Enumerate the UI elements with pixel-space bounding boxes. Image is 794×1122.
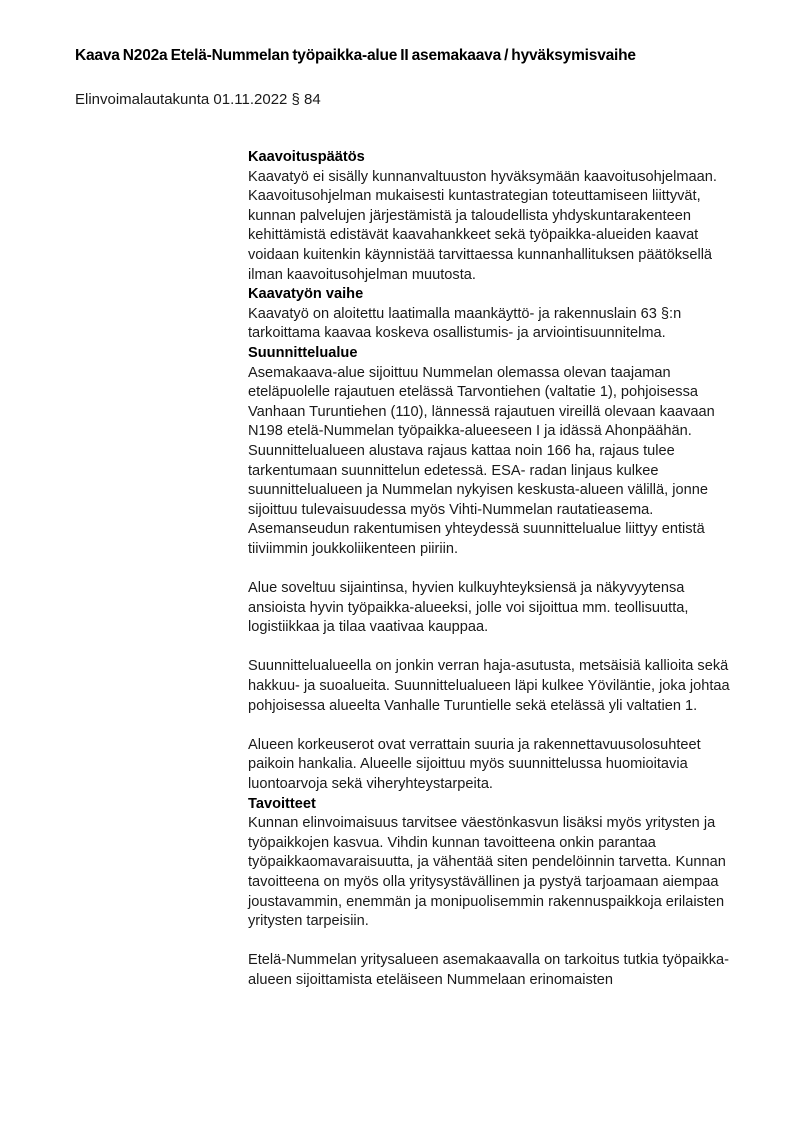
section-tavoitteet — [248, 795, 738, 991]
paragraph: Alueen korkeuserot ovat verrattain suuria ja rakennettavuusolosuhteet paikoin hankalia. Alueelle sijoittuu myös suunnittelussa huomioitavia luontoarvoja sekä viheryhteystarpeita. — [248, 736, 701, 792]
document-body — [248, 148, 738, 991]
section-heading-kaavoituspaatos: Kaavoituspäätös — [248, 149, 365, 165]
paragraph: Kunnan elinvoimaisuus tarvitsee väestönkasvun lisäksi myös yritysten ja työpaikkojen kasvua. Vihdin kunnan tavoitteena onkin parantaa työpaikkaomavaraisuutta, ja vähentää siten pendelöinnin tarvetta. Kunnan tavoitteena on myös olla yritysystävällinen ja pystyä tarjoamaan aiempaa joustavammin, enemmän ja monipuolisemmin rakennuspaikkoja erilaisten yritysten tarpeisiin. — [248, 815, 726, 930]
section-suunnittelualue — [248, 344, 738, 795]
paragraph: Asemakaava-alue sijoittuu Nummelan olemassa olevan taajaman eteläpuolelle rajautuen etelässä Tarvontiehen (valtatie 1), pohjoisessa Vanhaan Turuntiehen (110), lännessä rajautuen vireillä olevaan kaavaan N198 etelä-Nummelan työpaikka-alueeseen I ja idässä Ahonpäähän. Suunnittelualueen alustava rajaus kattaa noin 166 ha, rajaus tulee tarkentumaan suunnittelun edetessä. ESA- radan linjaus kulkee suunnittelualueen ja Nummelan nykyisen keskusta-alueen välillä, jonne sijoittuu tulevaisuudessa myös Vihti-Nummelan rautatieasema. Asemanseudun rakentumisen yhteydessä suunnittelualue liittyy entistä tiiviimmin joukkoliikenteen piiriin. — [248, 364, 715, 557]
document-header — [0, 0, 794, 110]
paragraph: Suunnittelualueella on jonkin verran haja-asutusta, metsäisiä kallioita sekä hakkuu- ja suoalueita. Suunnittelualueen läpi kulkee Yöviläntie, joka johtaa pohjoisessa alueelta Vanhalle Turuntielle sekä etelässä yli valtatien 1. — [248, 658, 730, 714]
paragraph: Etelä-Nummelan yritysalueen asemakaavalla on tarkoitus tutkia työpaikka-alueen sijoittamista eteläiseen Nummelaan erinomaisten — [248, 952, 730, 988]
paragraph: Kaavatyö ei sisälly kunnanvaltuuston hyväksymään kaavoitusohjelmaan. Kaavoitusohjelman mukaisesti kuntastrategian toteuttamiseen liittyvät, kunnan palvelujen järjestämistä ja taloudellista yhdyskuntarakenteen kehittämistä edistävät kaavahankkeet sekä työpaikka-alueiden kaavat voidaan kuitenkin käynnistää tarvittaessa kunnanhallituksen päätöksellä ilman kaavoitusohjelman muutosta. — [248, 168, 717, 283]
section-heading-tavoitteet: Tavoitteet — [248, 795, 316, 812]
section-heading-kaavatyon-vaihe: Kaavatyön vaihe — [248, 286, 364, 303]
section-kaavoituspaatos — [248, 148, 738, 285]
committee-reference-line: Elinvoimalautakunta 01.11.2022 § 84 — [75, 91, 321, 108]
paragraph: Alue soveltuu sijaintinsa, hyvien kulkuyhteyksiensä ja näkyvyytensa ansioista hyvin työpaikka-alueeksi, jolle voi sijoittua mm. teollisuutta, logistiikkaa ja tilaa vaativaa kauppaa. — [248, 580, 689, 636]
document-title: Kaava N202a Etelä-Nummelan työpaikka-alue II asemakaava / hyväksymisvaihe — [75, 47, 636, 64]
section-heading-suunnittelualue: Suunnittelualue — [248, 344, 358, 361]
paragraph: Kaavatyö on aloitettu laatimalla maankäyttö- ja rakennuslain 63 §:n tarkoittama kaavaa koskeva osallistumis- ja arviointisuunnitelma. — [248, 305, 682, 342]
section-kaavatyon-vaihe — [248, 285, 738, 344]
